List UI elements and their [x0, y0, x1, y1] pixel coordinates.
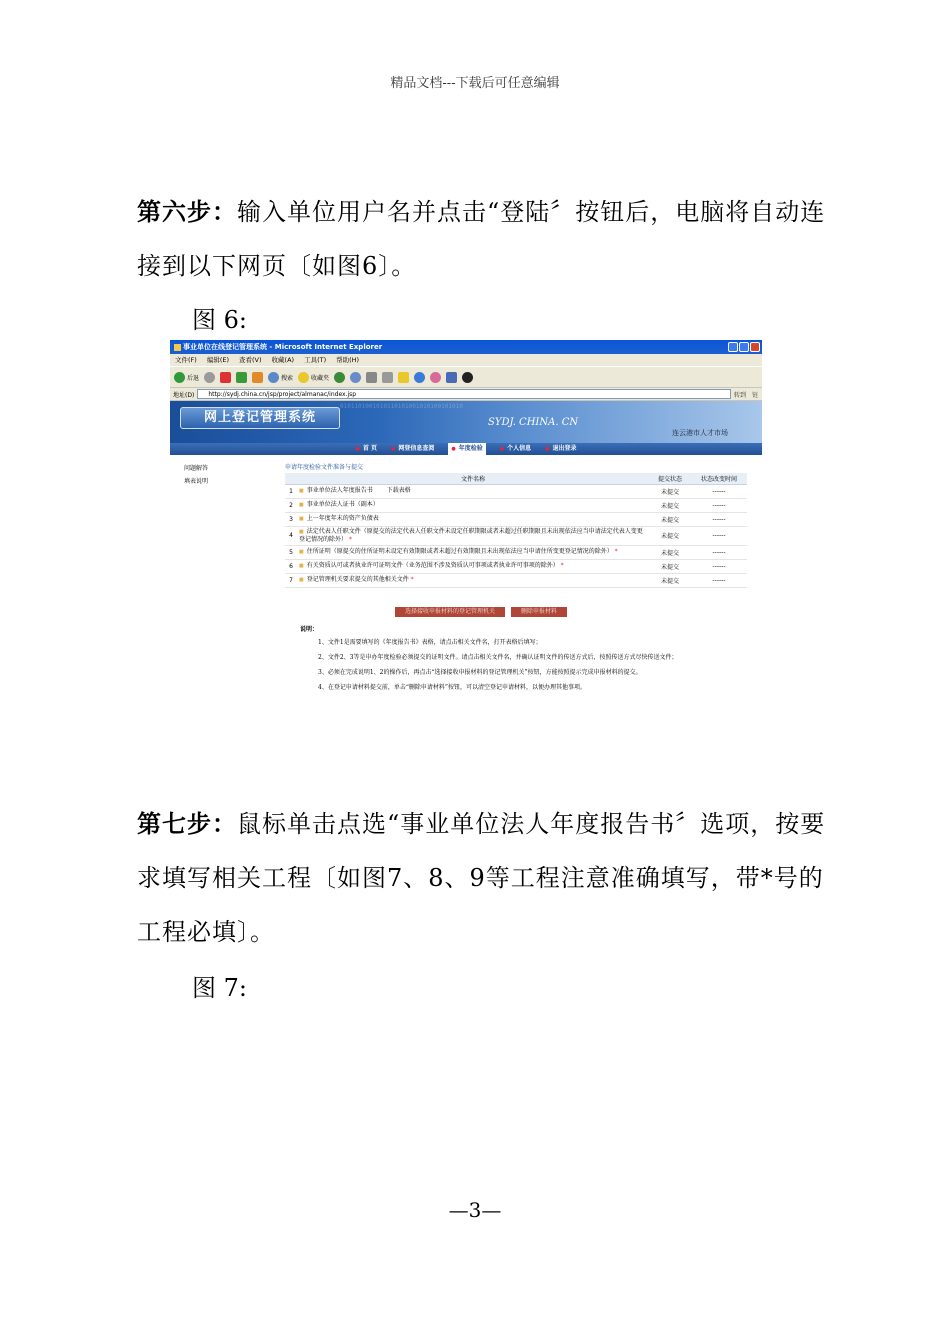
- documents-table: [285, 473, 747, 588]
- table-row: 6 ■ 有关资质认可或者执业许可证明文件（业务范围不涉及资质认可事项或者执业许可事项的除外） * 未提交 ------: [285, 559, 747, 573]
- search-button[interactable]: 搜索: [268, 372, 293, 383]
- address-bar: [170, 388, 762, 401]
- header-name: 文件名称: [297, 473, 649, 484]
- document-link[interactable]: ■ 有关资质认可或者执业许可证明文件（业务范围不涉及资质认可事项或者执业许可事项的除外） *: [297, 559, 649, 573]
- page-header: 精品文档---下载后可任意编辑: [390, 76, 560, 91]
- nav-personal[interactable]: ● 个人信息: [500, 443, 531, 455]
- qq-icon[interactable]: [462, 372, 473, 383]
- table-row: 1 ■ 事业单位法人年度报告书 下载表格 未提交 ------: [285, 484, 747, 498]
- left-nav: [184, 462, 208, 488]
- note-item: 4、在登记申请材料提交前，单击“删除申请材料”按钮，可以清空登记申请材料，以便办理其他事项。: [318, 684, 586, 691]
- table-row: 4 ■ 法定代表人任职文件（原提交的法定代表人任职文件未设定任职期限或者未超过任职期限且未出现依法应当申请法定代表人变更登记情况的除外） * 未提交 ------: [285, 526, 747, 545]
- page-number: —3—: [448, 1198, 502, 1222]
- site-org: 连云港市人才市场: [672, 429, 728, 437]
- step6-paragraph: [137, 185, 837, 293]
- close-icon[interactable]: [750, 342, 760, 352]
- note-item: 3、必须在完成说明1、2的操作后，再点击“选择接收申报材料的登记管理机关”按钮，方能按照提示完成申报材料的提交。: [318, 669, 642, 676]
- nav-home[interactable]: ● 首 页: [355, 443, 376, 455]
- messenger-icon[interactable]: [414, 372, 425, 383]
- menu-help[interactable]: 帮助(H): [336, 356, 360, 364]
- menu-favorites[interactable]: 收藏(A): [271, 356, 295, 364]
- menu-bar: [170, 354, 762, 366]
- menu-tools[interactable]: 工具(T): [304, 356, 327, 364]
- folder-icon[interactable]: [398, 372, 409, 383]
- address-label: 地址(D): [173, 391, 195, 399]
- step6-label: 第六步：: [137, 197, 237, 226]
- window-titlebar: [170, 340, 762, 354]
- header-num: [285, 473, 297, 484]
- document-link[interactable]: ■ 登记管理机关要求提交的其他相关文件 *: [297, 573, 649, 587]
- header-status: 提交状态: [649, 473, 691, 484]
- back-arrow-icon: [174, 372, 185, 383]
- menu-view[interactable]: 查看(V): [239, 356, 262, 364]
- step7-paragraph: [137, 797, 837, 959]
- maximize-icon[interactable]: [739, 342, 749, 352]
- select-authority-button[interactable]: 选择接收申报材料的登记管理机关: [395, 607, 505, 617]
- refresh-icon[interactable]: [236, 372, 247, 383]
- nav-logout[interactable]: ● 退出登录: [545, 443, 576, 455]
- menu-file[interactable]: 文件(F): [175, 356, 197, 364]
- table-row: 2 ■ 事业单位法人证书（副本） 未提交 ------: [285, 498, 747, 512]
- download-link[interactable]: 下载表格: [386, 487, 411, 494]
- page-content: [170, 455, 762, 756]
- ie-icon: [174, 344, 181, 351]
- figure6-label: 图 6:: [192, 306, 247, 334]
- document-link[interactable]: ■ 事业单位法人证书（副本）: [297, 498, 649, 512]
- step7-label: 第七步：: [137, 809, 237, 838]
- minimize-icon[interactable]: [728, 342, 738, 352]
- toolbar-extra-icon[interactable]: [430, 372, 441, 383]
- note-item: 1、文件1是需要填写的《年度报告书》表格，请点击相关文件名，打开表格后填写；: [318, 639, 542, 646]
- document-link[interactable]: ■ 法定代表人任职文件（原提交的法定代表人任职文件未设定任职期限或者未超过任职期限且未出现依法应当申请法定代表人变更登记情况的除外） *: [297, 526, 649, 545]
- step6-text: 输入单位用户名并点击“登陆〞按钮后，电脑将自动连接到以下网页〔如图6〕。: [137, 198, 826, 280]
- document-link[interactable]: ■ 上一年度年末的资产负债表: [297, 512, 649, 526]
- browser-toolbar: [170, 366, 762, 388]
- note-item: 2、文件2、3等是申办年度检验必须提交的证明文件。请点击相关文件名，并确认证明文件的传送方式后，按照传送方式尽快传送文件；: [318, 654, 678, 661]
- table-row: 3 ■ 上一年度年末的资产负债表 未提交 ------: [285, 512, 747, 526]
- document-link[interactable]: ■ 住所证明（原提交的住所证明未设定有效期限或者未超过有效期限且未出现依法应当申请住所变更登记情况的除外） *: [297, 545, 649, 559]
- left-link-faq[interactable]: 问题解答: [184, 465, 209, 472]
- table-row: 7 ■ 登记管理机关要求提交的其他相关文件 * 未提交 ------: [285, 573, 747, 587]
- figure7-label: 图 7:: [192, 974, 247, 1002]
- print-icon[interactable]: [366, 372, 377, 383]
- forward-arrow-icon[interactable]: [204, 372, 215, 383]
- left-link-instructions[interactable]: 填表说明: [184, 478, 209, 485]
- window-controls: [728, 342, 760, 352]
- delete-materials-button[interactable]: 删除申报材料: [511, 607, 567, 617]
- document-link[interactable]: ■ 事业单位法人年度报告书 下载表格: [297, 484, 649, 498]
- content-title: 申请年度检验文件准备与提交: [285, 464, 364, 471]
- go-button[interactable]: 转到: [733, 391, 746, 399]
- search-icon: [268, 372, 279, 383]
- window-title: 事业单位在线登记管理系统 - Microsoft Internet Explorer: [183, 343, 383, 351]
- action-buttons: [395, 607, 567, 617]
- figure6-screenshot: [170, 340, 762, 756]
- nav-annual-check[interactable]: ● 年度检验: [448, 443, 485, 455]
- history-icon[interactable]: [334, 372, 345, 383]
- site-banner: [170, 401, 762, 443]
- site-logo: 网上登记管理系统: [180, 407, 340, 429]
- step7-text: 鼠标单击点选“事业单位法人年度报告书〞选项，按要求填写相关工程〔如图7、8、9等工程注意准确填写，带*号的工程必填〕。: [137, 810, 826, 946]
- instructions-notes: [300, 625, 730, 698]
- banner-bits: 0101101001010110101001010100101010: [340, 403, 463, 410]
- star-icon: [298, 372, 309, 383]
- back-button[interactable]: 后退: [174, 372, 199, 383]
- site-nav: [170, 443, 762, 455]
- address-input[interactable]: http://sydj.china.cn/jsp/project/almanac/index.jsp: [197, 389, 731, 399]
- home-icon[interactable]: [252, 372, 263, 383]
- favorites-button[interactable]: 收藏夹: [298, 372, 329, 383]
- nav-info[interactable]: ● 网登信息查阅: [391, 443, 434, 455]
- links-label: 链: [751, 391, 758, 399]
- table-header-row: [285, 473, 747, 484]
- site-domain: SYDJ. CHINA. CN: [488, 417, 579, 428]
- table-row: 5 ■ 住所证明（原提交的住所证明未设定有效期限或者未超过有效期限且未出现依法应当申请住所变更登记情况的除外） * 未提交 ------: [285, 545, 747, 559]
- header-time: 状态改变时间: [691, 473, 747, 484]
- edit-icon[interactable]: [382, 372, 393, 383]
- stop-icon[interactable]: [220, 372, 231, 383]
- notes-title: 说明：: [300, 626, 319, 633]
- menu-edit[interactable]: 编辑(E): [206, 356, 229, 364]
- mail-icon[interactable]: [350, 372, 361, 383]
- toolbar-extra2-icon[interactable]: [446, 372, 457, 383]
